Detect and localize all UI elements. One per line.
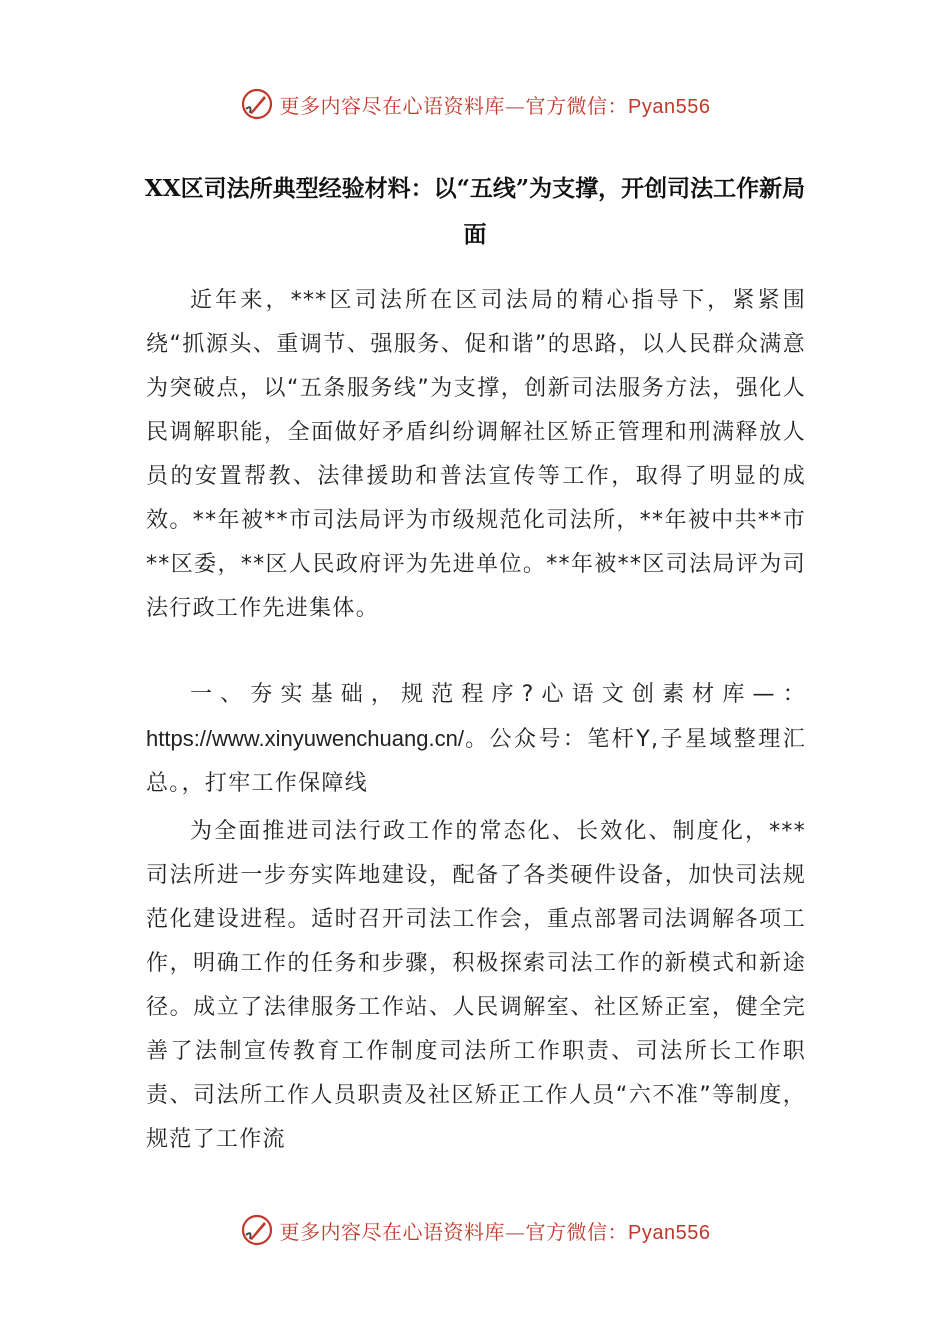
document-title: XX区司法所典型经验材料：以“五线”为支撑，开创司法工作新局面 bbox=[144, 175, 806, 248]
header-banner bbox=[0, 82, 950, 126]
banner-text: 更多内容尽在心语资料库—官方微信：Pyan556 bbox=[279, 93, 711, 118]
section-heading-1: 一、夯实基础，规范程序?心语文创素材库—：https://www.xinyuwenchuang.cn/。公众号：笔杆Y,子星域整理汇总。，打牢工作保障线 bbox=[146, 682, 806, 796]
quill-logo-icon bbox=[240, 1213, 274, 1247]
banner-text: 更多内容尽在心语资料库—官方微信：Pyan556 bbox=[279, 1219, 711, 1244]
source-url-link[interactable]: https://www.xinyuwenchuang.cn/ bbox=[146, 726, 464, 751]
paragraph-section-1: 为全面推进司法行政工作的常态化、长效化、制度化，***司法所进一步夯实阵地建设，配备了各类硬件设备，加快司法规范化建设进程。适时召开司法工作会，重点部署司法调解各项工作，明确工作的任务和步骤，积极探索司法工作的新模式和新途径。成立了法律服务工作站、人民调解室、社区矫正室，健全完善了法制宣传教育工作制度司法所工作职责、司法所长工作职责、司法所工作人员职责及社区矫正工作人员“六不准”等制度，规范了工作流 bbox=[146, 819, 806, 1152]
quill-logo-icon bbox=[240, 87, 274, 121]
paragraph-intro: 近年来，***区司法所在区司法局的精心指导下，紧紧围绕“抓源头、重调节、强服务、促和谐”的思路，以人民群众满意为突破点，以“五条服务线”为支撑，创新司法服务方法，强化人民调解职能，全面做好矛盾纠纷调解社区矫正管理和刑满释放人员的安置帮教、法律援助和普法宣传等工作，取得了明显的成效。**年被**市司法局评为市级规范化司法所，**年被中共**市**区委，**区人民政府评为先进单位。**年被**区司法局评为司法行政工作先进集体。 bbox=[146, 288, 806, 621]
footer-banner bbox=[0, 1208, 950, 1252]
